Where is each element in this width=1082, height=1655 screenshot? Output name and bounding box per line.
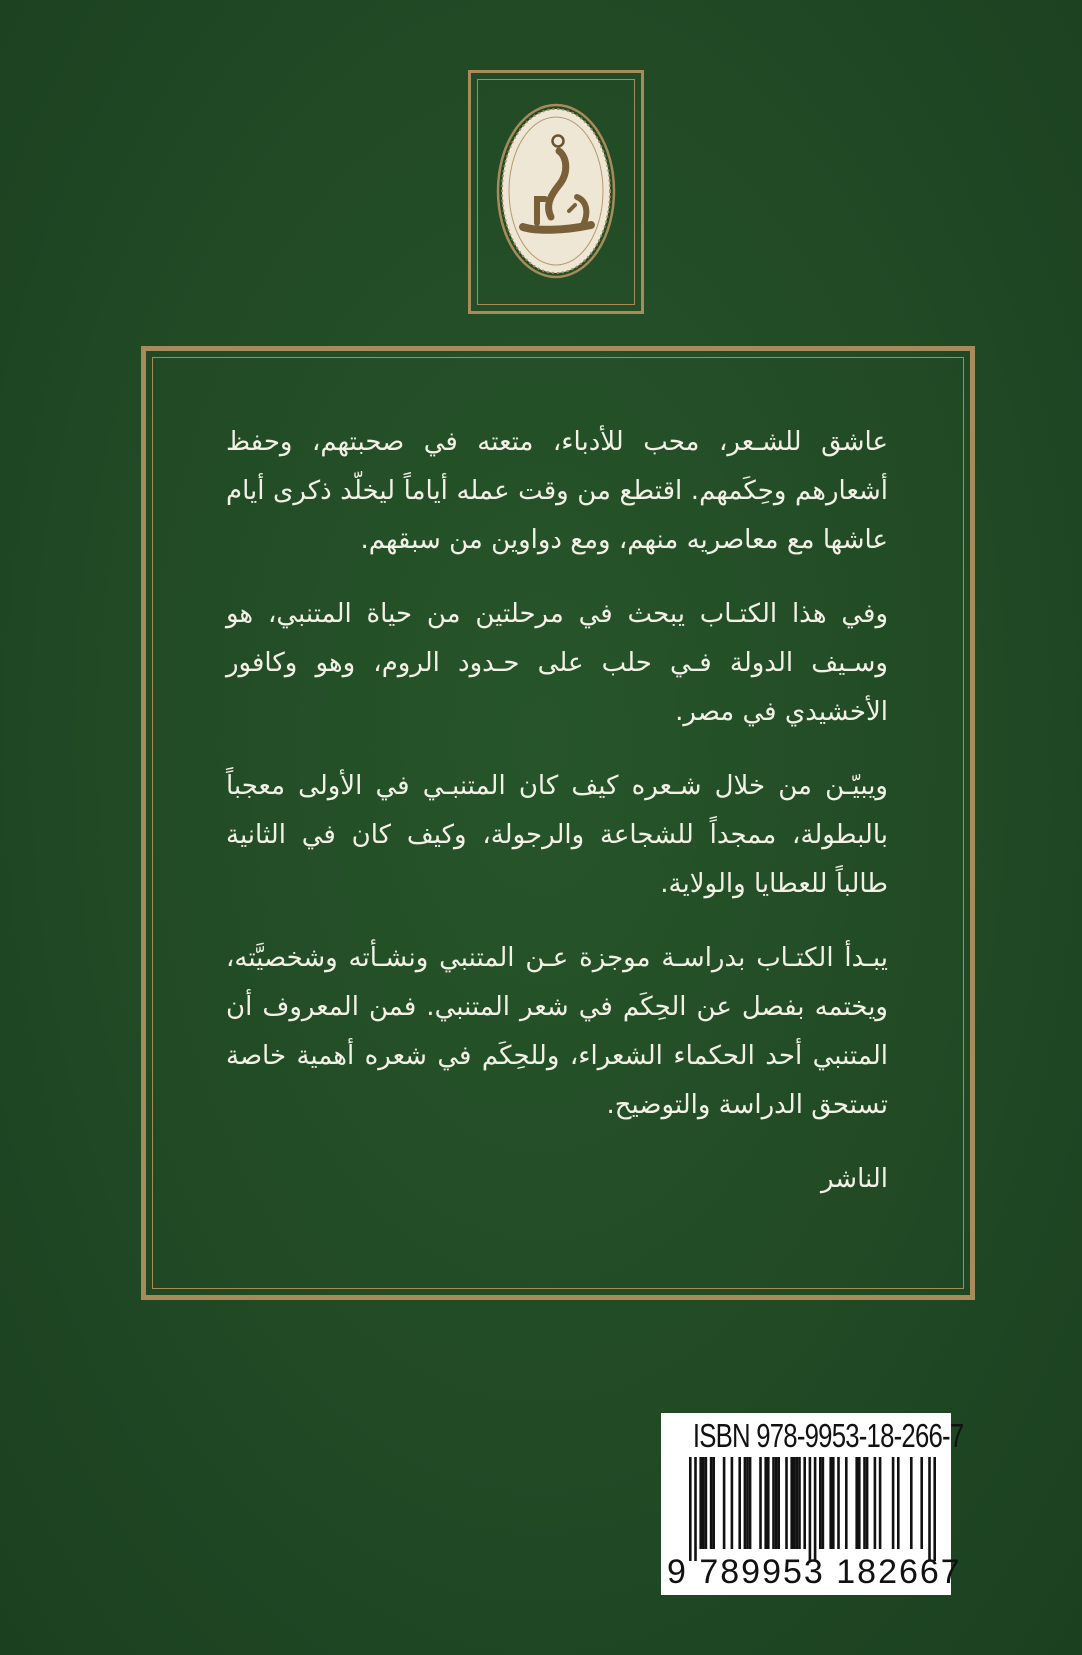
barcode-bar [928, 1457, 931, 1561]
barcode-bar [738, 1457, 741, 1549]
barcode-bar [790, 1457, 793, 1549]
barcode-bar [793, 1457, 796, 1549]
barcode-bar [892, 1457, 895, 1549]
barcode-bar [814, 1457, 817, 1561]
barcode-bar [879, 1457, 882, 1549]
barcode-bar [723, 1457, 726, 1549]
barcode-bar [702, 1457, 705, 1549]
barcode-bar [767, 1457, 770, 1549]
barcode-bar [855, 1457, 858, 1549]
barcode-bar [832, 1457, 835, 1549]
barcode-bar [764, 1457, 767, 1549]
blurb-paragraph-4: يبـدأ الكتـاب بدراسـة موجزة عـن المتنبي ونشـأته وشخصيَّته، ويختمه بفصل عن الحِكَم في شعر المتنبي. فمن المعروف أن المتنبي أحد الحكماء الشعراء، وللحِكَم في شعره أهمية خاصة تستحق الدراسة والتوضيح. [226, 943, 888, 1120]
barcode-bar [803, 1457, 806, 1549]
barcode-bar [819, 1457, 822, 1549]
isbn-label: ISBN 978-9953-18-266-7 [692, 1417, 964, 1454]
barcode-bar [749, 1457, 752, 1549]
barcode-bar [829, 1457, 832, 1549]
barcode-bar [744, 1457, 747, 1549]
barcode-bar [845, 1457, 848, 1549]
barcode-bar [897, 1457, 900, 1549]
isbn-barcode [661, 1413, 964, 1595]
barcode-bar [933, 1457, 936, 1561]
barcode-bar [785, 1457, 788, 1549]
barcode-bar [699, 1457, 702, 1549]
barcode-bar [712, 1457, 715, 1549]
barcode-bar [731, 1457, 734, 1549]
barcode-bar [866, 1457, 869, 1549]
barcode-bar [772, 1457, 775, 1549]
publisher-emblem-icon [471, 73, 647, 317]
barcode-bar [689, 1457, 692, 1561]
barcode-bar [796, 1457, 799, 1549]
publisher-signature: الناشر [820, 1164, 888, 1194]
barcode-bar [874, 1457, 877, 1549]
barcode-bar [798, 1457, 801, 1549]
barcode-bar [910, 1457, 913, 1549]
barcode-bar [863, 1457, 866, 1549]
barcode-bar [705, 1457, 708, 1549]
barcode-bar [759, 1457, 762, 1549]
barcode-bar [858, 1457, 861, 1549]
blurb-paragraph-2: وفي هذا الكتـاب يبحث في مرحلتين من حياة المتنبي، هو وسـيف الدولة فـي حلب على حـدود الروم، وهو وكافور الأخشيدي في مصر. [226, 599, 888, 727]
barcode-bar [809, 1457, 812, 1561]
barcode-bar [920, 1457, 923, 1549]
blurb-paragraph-1: عاشق للشـعر، محب للأدباء، متعته في صحبتهم، وحفظ أشعارهم وحِكَمهم. اقتطع من وقت عمله أياماً ليخلّد ذكرى أيام عاشها مع معاصريه منهم، ومع دواوين من سبقهم. [226, 427, 888, 555]
ean-number: 9 789953 182667 [667, 1553, 962, 1591]
logo-frame [468, 70, 644, 314]
barcode-bar [822, 1457, 825, 1549]
barcode-bar [710, 1457, 713, 1549]
barcode-bar [775, 1457, 778, 1549]
blurb-paragraph-3: ويبيّـن من خلال شـعره كيف كان المتنبـي في الأولى معجباً بالبطولة، ممجداً للشجاعة والرجولة، وكيف كان في الثانية طالباً للعطايا والولاية. [226, 771, 888, 899]
barcode-bar [837, 1457, 840, 1549]
barcode-bar [694, 1457, 697, 1561]
barcode-bar [777, 1457, 780, 1549]
blurb-text [226, 418, 888, 1229]
barcode-bar [746, 1457, 749, 1549]
